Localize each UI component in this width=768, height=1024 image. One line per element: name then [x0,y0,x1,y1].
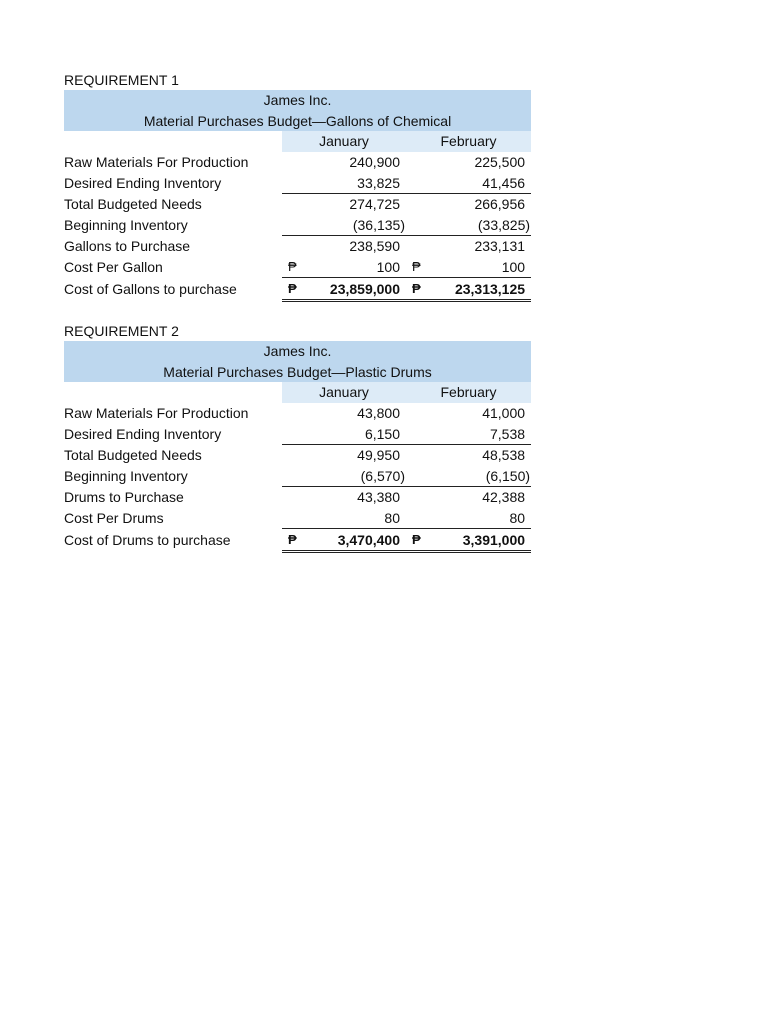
february-total: 3,391,000 [430,529,531,552]
table-row [64,487,531,508]
january-value: (36,135) [306,215,406,236]
january-value: 80 [384,510,400,527]
budget-title: Material Purchases Budget—Plastic Drums [64,362,531,383]
row-label: Cost of Gallons to purchase [64,281,237,298]
gallons-budget-table [64,90,531,302]
table-row [64,466,531,487]
january-value: 240,900 [349,154,400,171]
january-value: 43,380 [357,489,400,506]
january-total: 23,859,000 [306,278,406,301]
january-value: 6,150 [306,423,406,444]
january-value: (6,570) [306,466,406,487]
february-value: 42,388 [482,489,526,506]
table-row [64,152,531,173]
february-value: (6,150) [430,466,531,487]
row-label: Total Budgeted Needs [64,447,202,464]
currency-symbol: ₱ [288,259,297,275]
table-row [64,236,531,257]
currency-symbol: ₱ [406,529,430,552]
row-label: Drums to Purchase [64,489,184,506]
total-row [64,278,531,301]
currency-symbol: ₱ [282,278,306,301]
january-value: 43,800 [357,405,400,422]
february-value: 100 [501,259,526,276]
table-row [64,444,531,465]
row-label: Beginning Inventory [64,468,188,485]
february-value: 41,000 [482,405,526,422]
february-value: 80 [509,510,526,527]
row-label: Cost of Drums to purchase [64,532,231,549]
drums-budget-table [64,341,531,553]
requirement-2-section [64,321,534,553]
row-label: Desired Ending Inventory [64,425,222,442]
company-name: James Inc. [64,341,531,362]
column-header-january: January [282,131,406,152]
row-label: Cost Per Drums [64,510,164,527]
january-value: 100 [376,259,400,276]
table-row [64,508,531,529]
requirement-1-title: REQUIREMENT 1 [64,72,179,88]
table-row [64,257,531,278]
february-value: 7,538 [430,423,531,444]
table-row [64,172,531,193]
row-label: Raw Materials For Production [64,405,249,422]
requirement-2-title: REQUIREMENT 2 [64,323,179,339]
table-row [64,215,531,236]
column-header-february: February [406,131,531,152]
january-value: 33,825 [306,172,406,193]
company-name: James Inc. [64,90,531,111]
currency-symbol: ₱ [406,278,430,301]
february-value: (33,825) [430,215,531,236]
february-total: 23,313,125 [430,278,531,301]
column-header-february: February [406,382,531,403]
january-value: 49,950 [357,447,400,464]
column-header-january: January [282,382,406,403]
january-value: 274,725 [349,196,400,213]
budget-title: Material Purchases Budget—Gallons of Chemical [64,111,531,132]
row-label: Desired Ending Inventory [64,174,222,191]
currency-symbol: ₱ [282,529,306,552]
february-value: 266,956 [474,196,526,213]
row-label: Raw Materials For Production [64,154,249,171]
february-value: 233,131 [474,238,526,255]
row-label: Cost Per Gallon [64,259,163,276]
row-label: Total Budgeted Needs [64,196,202,213]
currency-symbol: ₱ [412,259,421,275]
january-total: 3,470,400 [306,529,406,552]
february-value: 41,456 [430,172,531,193]
table-row [64,423,531,444]
january-value: 238,590 [349,238,400,255]
row-label: Gallons to Purchase [64,238,191,255]
requirement-1-section [64,70,534,302]
february-value: 225,500 [474,154,526,171]
row-label: Beginning Inventory [64,217,188,234]
table-row [64,193,531,214]
total-row [64,529,531,552]
table-row [64,403,531,424]
february-value: 48,538 [482,447,526,464]
